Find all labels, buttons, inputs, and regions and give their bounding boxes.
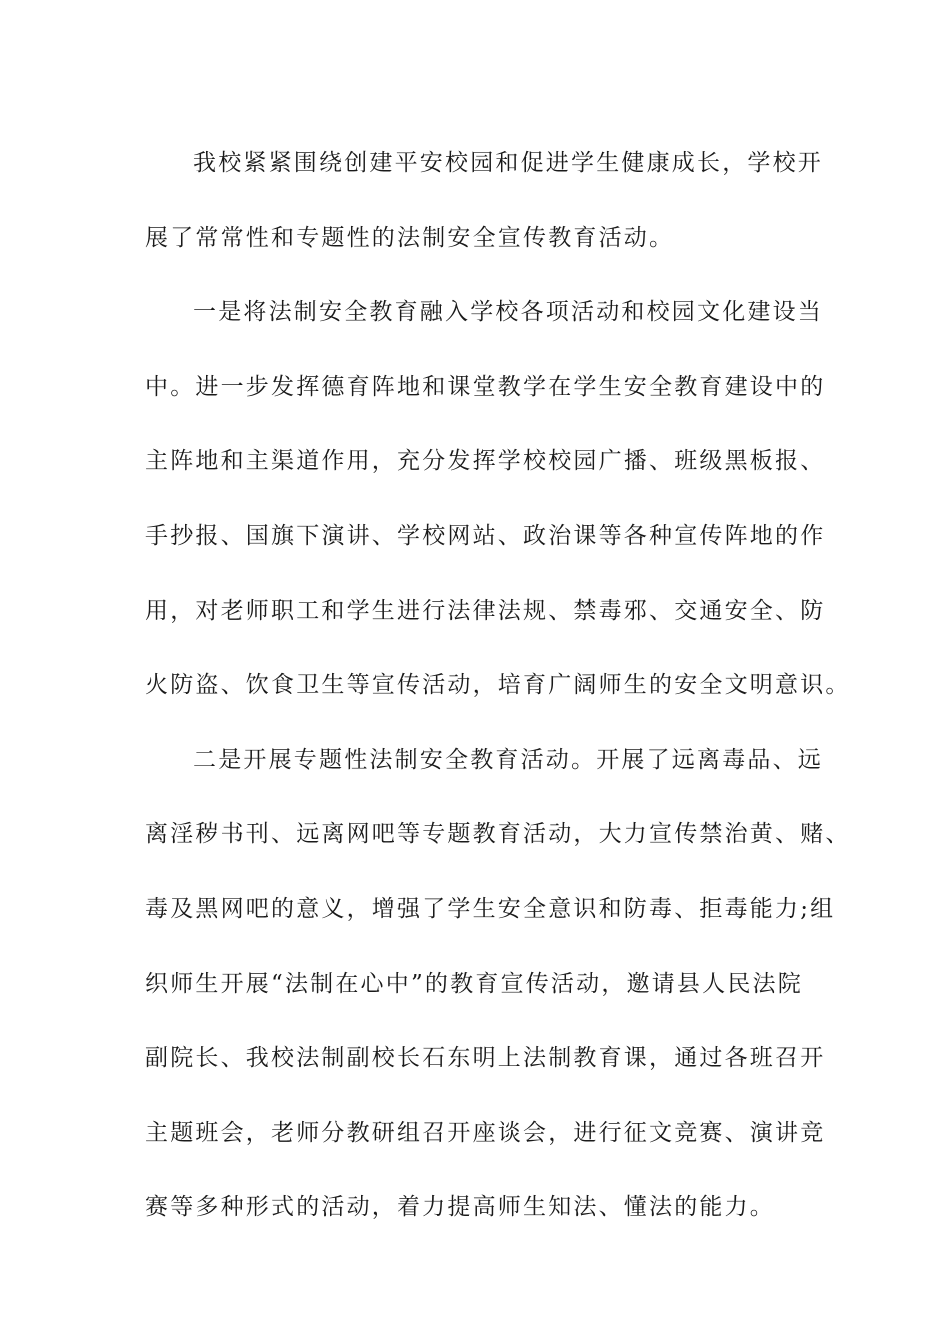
paragraph-2-line-3: 主阵地和主渠道作用，充分发挥学校校园广播、班级黑板报、: [145, 448, 826, 475]
paragraph-2-line-6: 火防盗、饮食卫生等宣传活动，培育广阔师生的安全文明意识。: [145, 672, 851, 699]
document-body: [145, 126, 851, 1245]
paragraph-1-line-2: 展了常常性和专题性的法制安全宣传教育活动。: [145, 224, 675, 251]
paragraph-3-line-2: 离淫秽书刊、远离网吧等专题教育活动，大力宣传禁治黄、赌、: [145, 821, 851, 848]
paragraph-2-line-4: 手抄报、国旗下演讲、学校网站、政治课等各种宣传阵地的作: [145, 522, 826, 549]
paragraph-3-line-3: 毒及黑网吧的意义，增强了学生安全意识和防毒、拒毒能力;组: [145, 895, 836, 922]
paragraph-3-line-5: 副院长、我校法制副校长石东明上法制教育课，通过各班召开: [145, 1045, 826, 1072]
paragraph-2-line-2: 中。进一步发挥德育阵地和课堂教学在学生安全教育建设中的: [145, 373, 826, 400]
paragraph-3-line-7: 赛等多种形式的活动，着力提高师生知法、懂法的能力。: [145, 1194, 775, 1221]
paragraph-3-line-4: 织师生开展“法制在心中”的教育宣传活动，邀请县人民法院: [145, 970, 803, 997]
paragraph-2-line-1: 一是将法制安全教育融入学校各项活动和校园文化建设当: [193, 299, 823, 326]
paragraph-3-line-1: 二是开展专题性法制安全教育活动。开展了远离毒品、远: [193, 746, 823, 773]
paragraph-1-line-1: 我校紧紧围绕创建平安校园和促进学生健康成长，学校开: [193, 150, 823, 176]
paragraph-3-line-6: 主题班会，老师分教研组召开座谈会，进行征文竞赛、演讲竞: [145, 1119, 826, 1146]
paragraph-2-line-5: 用，对老师职工和学生进行法律法规、禁毒邪、交通安全、防: [145, 597, 826, 624]
